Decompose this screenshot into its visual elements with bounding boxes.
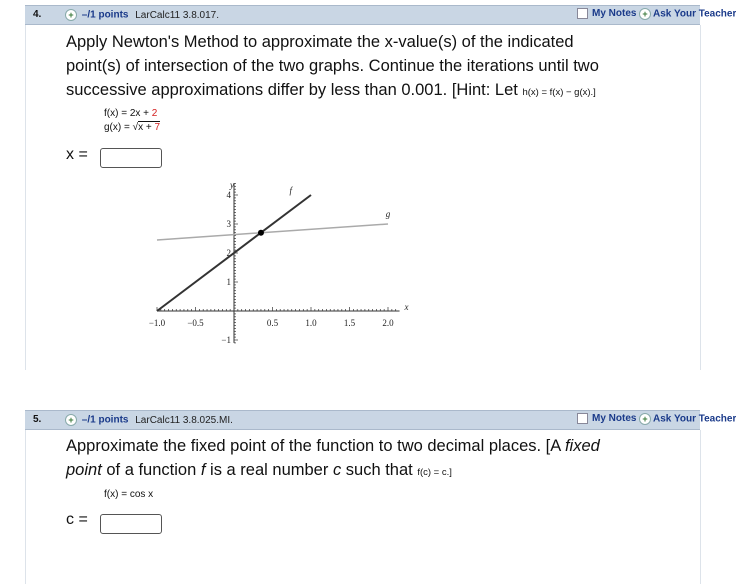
y-tick-label: 1	[226, 277, 231, 287]
x-tick-label: −0.5	[187, 318, 204, 328]
checkbox-icon[interactable]	[577, 413, 588, 424]
intersection-graph	[140, 178, 410, 353]
f-curve-label: f	[289, 185, 292, 196]
g-curve-label: g	[385, 208, 391, 219]
question-4-prompt: Apply Newton's Method to approximate the x-value(s) of the indicated point(s) of intersection of the two graphs. Continue the iterations until two successive approximations differ by less than 0.001. [Hint: Let h(x) = f(x) − g(x).]	[66, 33, 599, 99]
plus-icon: +	[639, 8, 651, 20]
points-label: –/1 points	[81, 9, 129, 21]
function-cos: f(x) = cos x	[104, 489, 154, 500]
problem-reference: LarCalc11 3.8.025.MI.	[135, 414, 233, 426]
points-label: –/1 points	[81, 414, 129, 426]
y-tick-label: −1	[221, 335, 231, 345]
ask-teacher-button[interactable]: + Ask Your Teacher	[639, 413, 736, 425]
x-tick-label: 1.5	[343, 318, 356, 328]
question-number: 4.	[33, 9, 42, 20]
expand-plus-icon[interactable]: +	[65, 414, 77, 426]
y-axis-label: y	[230, 180, 234, 190]
x-tick-label: 0.5	[266, 318, 279, 328]
points-info	[65, 414, 233, 426]
question-5-header	[25, 410, 736, 430]
y-tick-label: 4	[226, 190, 231, 200]
my-notes-button[interactable]: My Notes	[577, 413, 636, 424]
x-tick-label: −1.0	[148, 318, 166, 328]
intersection-point	[258, 230, 264, 236]
series-g-line	[157, 224, 388, 240]
question-number: 5.	[33, 414, 42, 425]
problem-reference: LarCalc11 3.8.017.	[135, 9, 220, 21]
answer-input-x[interactable]	[100, 148, 162, 168]
expand-plus-icon[interactable]: +	[65, 9, 77, 21]
question-5-prompt: Approximate the fixed point of the function to two decimal places. [A fixed point of a function f is a real number c such that f(c) = c.]	[66, 437, 600, 479]
answer-input-c[interactable]	[100, 514, 162, 534]
checkbox-icon[interactable]	[577, 8, 588, 19]
x-tick-label: 1.0	[305, 318, 317, 328]
y-tick-label: 3	[226, 219, 231, 229]
x-axis-label: x	[404, 302, 409, 312]
answer-label: x =	[66, 146, 88, 163]
points-info	[65, 9, 219, 21]
my-notes-button[interactable]: My Notes	[577, 8, 636, 19]
plus-icon: +	[639, 413, 651, 425]
question-4-header	[25, 5, 736, 25]
ask-teacher-button[interactable]: + Ask Your Teacher	[639, 8, 736, 20]
hint-formula: h(x) = f(x) − g(x).]	[522, 87, 596, 98]
x-tick-label: 2.0	[382, 318, 394, 328]
answer-label: c =	[66, 511, 88, 528]
function-f: f(x) = 2x + 2	[104, 108, 158, 119]
function-g: g(x) = √x + 7	[104, 122, 161, 133]
y-tick-label: 2	[226, 248, 231, 258]
